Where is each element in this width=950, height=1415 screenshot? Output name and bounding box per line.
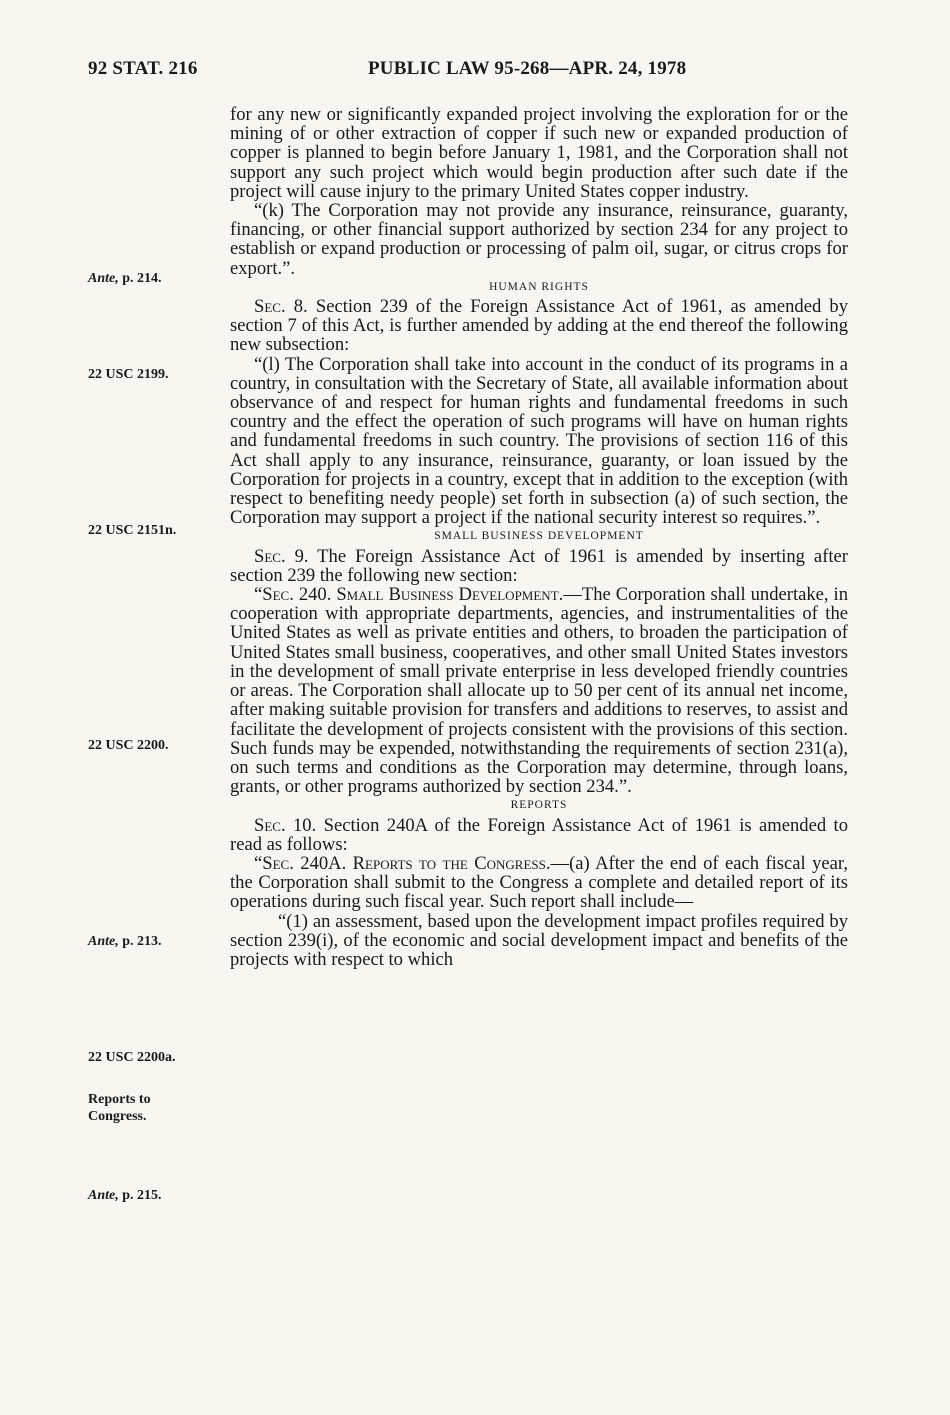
margin-note-22-usc-2200a: 22 USC 2200a. xyxy=(88,1050,176,1065)
paragraph-sec-10: Sec. 10. Section 240A of the Foreign Assistance Act of 1961 is amended to read as follows: xyxy=(230,814,848,855)
heading-reports: REPORTS xyxy=(510,799,568,812)
stat-citation: 92 STAT. 216 xyxy=(88,58,198,79)
paragraph-sec-8: Sec. 8. Section 239 of the Foreign Assistance Act of 1961, as amended by section 7 of this Act, is further amended by adding at the end thereof the following new subsection: xyxy=(230,296,848,356)
margin-note-ante-215: Ante, p. 215. xyxy=(88,1188,162,1203)
margin-note-22-usc-2199: 22 USC 2199. xyxy=(88,367,169,382)
paragraph-subsection-k: “(k) The Corporation may not provide any insurance, reinsurance, guaranty, financing, or other financial support authorized by section 234 for any project to establish or expand production or processing of palm oil, sugar, or citrus crops for export.”. xyxy=(230,200,848,279)
paragraph-sec-240a: “Sec. 240A. Reports to the Congress.—(a) After the end of each fiscal year, the Corporation shall submit to the Congress a complete and detailed report of its operations during such fiscal year. Such report shall include— xyxy=(230,852,848,913)
margin-note-reports-to-congress: Reports to Congress. xyxy=(88,1092,151,1124)
paragraph-sec-9: Sec. 9. The Foreign Assistance Act of 1961 is amended by inserting after section 239 the following new section: xyxy=(230,545,848,586)
paragraph-subsection-l: “(l) The Corporation shall take into account in the conduct of its programs in a country, in consultation with the Secretary of State, all available information about observance of and respect for human rights and fundamental freedoms in such country and the effect the operation of such programs will have on human rights and fundamental freedoms in such country. The provisions of section 116 of this Act shall apply to any insurance, reinsurance, guaranty, or loan issued by the Corporation for projects in a country, except that in addition to the exception (with respect to benefiting needy people) set forth in subsection (a) of such section, the Corporation may support a project if the national security interest so requires.”. xyxy=(230,353,848,529)
margin-note-ante-213: Ante, p. 213. xyxy=(88,934,162,949)
paragraph-sec-240: “Sec. 240. Small Business Development.—The Corporation shall undertake, in cooperation with appropriate departments, agencies, and instrumentalities of the United States as well as private entities and others, to broaden the participation of United States small business, cooperatives, and other small United States investors in the development of small private enterprise in less developed friendly countries or areas. The Corporation shall allocate up to 50 per cent of its annual net income, after making suitable provision for transfers and additions to reserves, to assist and facilitate the development of projects consistent with the provisions of this section. Such funds may be expended, notwithstanding the requirements of section 231(a), on such terms and conditions as the Corporation may determine, through loans, grants, or other programs authorized by section 234.”. xyxy=(230,584,848,798)
margin-note-22-usc-2151n: 22 USC 2151n. xyxy=(88,523,177,538)
margin-note-ante-214: Ante, p. 214. xyxy=(88,271,162,286)
margin-note-22-usc-2200: 22 USC 2200. xyxy=(88,738,169,753)
body-text xyxy=(230,105,848,969)
public-law-title: PUBLIC LAW 95-268—APR. 24, 1978 xyxy=(368,58,687,79)
heading-human-rights: HUMAN RIGHTS xyxy=(489,280,589,293)
heading-small-business-development: SMALL BUSINESS DEVELOPMENT xyxy=(434,530,644,543)
paragraph-item-1: “(1) an assessment, based upon the development impact profiles required by section 239(i), of the economic and social development impact and benefits of the projects with respect to which xyxy=(230,910,848,970)
paragraph-copper-continued: for any new or significantly expanded project involving the exploration for or the mining of or other extraction of copper if such new or expanded production of copper is planned to begin before January 1, 1981, and the Corporation shall not support any such project which would begin production after such date if the project will cause injury to the primary United States copper industry. xyxy=(230,104,848,202)
page-header xyxy=(88,58,858,88)
